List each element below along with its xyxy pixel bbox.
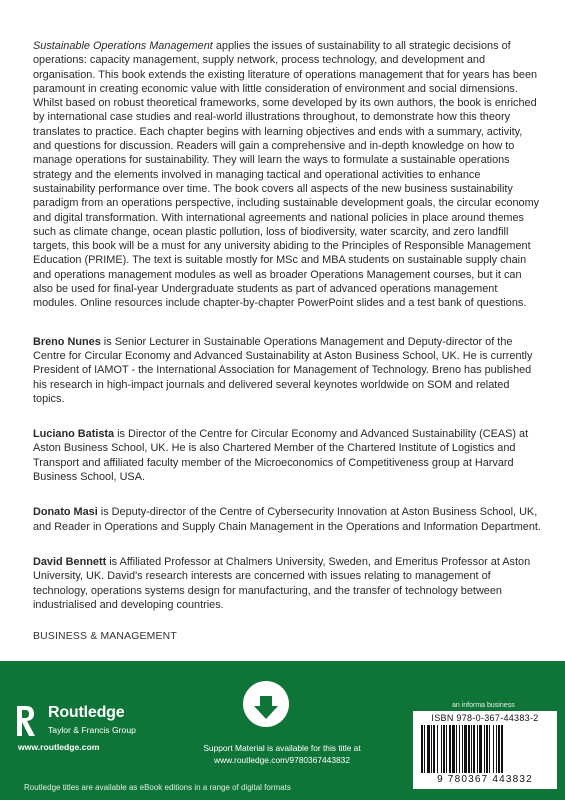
publisher-footer (0, 661, 565, 800)
barcode-bar (468, 725, 470, 773)
barcode-bar (452, 725, 455, 773)
author-name: Donato Masi (33, 506, 98, 519)
barcode-bar (486, 725, 488, 773)
informa-tagline: an informa business (452, 702, 515, 709)
support-material-icon (241, 679, 291, 729)
subject-category: BUSINESS & MANAGEMENT (33, 631, 177, 642)
barcode-bar (446, 725, 447, 773)
barcode-bar (477, 725, 478, 773)
barcode-bar (484, 725, 485, 773)
barcode-bar (496, 725, 497, 773)
author-bio-text: is Deputy-director of the Centre of Cybersecurity Innovation at Aston Business School, UK, and Reader in Operations and Supply Chain Management in the Operations and Information Department. (33, 506, 541, 533)
barcode-bar (501, 725, 503, 773)
author-bio-text: is Affiliated Professor at Chalmers University, Sweden, and Emeritus Professor at Aston University, UK. David's research interests are concerned with issues relating to management of technology, operations systems design for manufacturing, and the transfer of technology between industrialised and developing countries. (33, 555, 531, 611)
author-bio (33, 505, 543, 534)
barcode-bar (449, 725, 451, 773)
support-material-line: Support Material is available for this title at (203, 743, 361, 753)
publisher-group: Taylor & Francis Group (48, 725, 136, 735)
author-bio-text: is Director of the Centre for Circular Economy and Advanced Sustainability (CEAS) at Aston Business School, UK. He is also Chartered Member of the Chartered Institute of Logistics and Transport and affiliated faculty member of the Microeconomics of Competitiveness group at Harvard Business School, USA. (33, 428, 529, 484)
isbn-number: ISBN 978-0-367-44383-2 (431, 713, 539, 723)
barcode-bar (431, 725, 432, 773)
barcode-bar (498, 725, 500, 773)
book-description (33, 39, 543, 311)
back-cover-text (33, 39, 543, 633)
author-bio (33, 335, 543, 406)
barcode (413, 711, 557, 789)
author-bio (33, 555, 543, 612)
book-description-text: applies the issues of sustainability to all strategic decisions of operations: capacity management, supply network, process technology, and development and organisation. This book extends the existing literature of operations management that for years has been paramount in creating economic value with little consideration of environment and social dimensions. Whilst based on robust theoretical frameworks, some developed by its own authors, the book is enriched by international case studies and real-world illustrations throughout, to demonstrate how this theory translates to practice. Each chapter begins with learning objectives and ends with a summary, activity, and questions for discussion. Readers will gain a comprehensive and in-depth knowledge on how to manage operations for sustainability. They will learn the ways to formulate a sustainable operations strategy and the elements involved in managing tactical and operational activities to enhance sustainability performance over time. The book covers all aspects of the new business sustainability paradigm from an operations perspective, including sustainable development goals, the circular economy and digital transformation. With international agreements and national policies in place around themes such as climate change, ocean plastic pollution, loss of biodiversity, water scarcity, and zero landfill targets, this book will be a must for any university abiding to the Principles of Responsible Management Education (PRIME). The text is suitable mostly for MSc and MBA students on sustainable supply chain and operations management modules as well as broader Operations Management courses, but it can also be used for final-year Undergraduate students as part of advanced operations management modules. Online resources include chapter-by-chapter PowerPoint slides and a test bank of questions. (33, 40, 540, 310)
barcode-bar (427, 725, 430, 773)
barcode-bar (421, 725, 423, 773)
author-name: Breno Nunes (33, 335, 101, 348)
barcode-bar (473, 725, 475, 773)
barcode-bar (433, 725, 435, 773)
routledge-logo-icon (14, 704, 38, 738)
barcode-bar (462, 725, 463, 773)
barcode-bar (489, 725, 490, 773)
barcode-bar (441, 725, 442, 773)
barcode-bar (437, 725, 438, 773)
barcode-bar (456, 725, 457, 773)
support-material-note (202, 743, 362, 766)
publisher-name: Routledge (48, 704, 125, 721)
barcode-bar (459, 725, 460, 773)
author-bio (33, 427, 543, 484)
barcode-bar (443, 725, 445, 773)
support-material-url: www.routledge.com/9780367443832 (214, 754, 350, 765)
barcode-bar (424, 725, 425, 773)
barcode-bars (419, 725, 551, 773)
publisher-url: www.routledge.com (18, 742, 100, 752)
ebook-availability-note: Routledge titles are available as eBook editions in a range of digital formats (24, 783, 291, 792)
barcode-bar (464, 725, 467, 773)
author-name: Luciano Batista (33, 428, 115, 441)
author-name: David Bennett (33, 555, 107, 568)
barcode-bar (471, 725, 472, 773)
book-title-italic: Sustainable Operations Management (33, 40, 213, 52)
barcode-bar (493, 725, 494, 773)
barcode-bar (479, 725, 482, 773)
ean-digits: 9 780367 443832 (437, 774, 533, 785)
author-bio-text: is Senior Lecturer in Sustainable Operations Management and Deputy-director of the Centre for Circular Economy and Advanced Sustainability at Aston Business School, UK. He is currently President of IAMOT - the International Association for Management of Technology. Breno has published his research in high-impact journals and delivered several keynotes worldwide on SOM and related topics. (33, 335, 533, 405)
